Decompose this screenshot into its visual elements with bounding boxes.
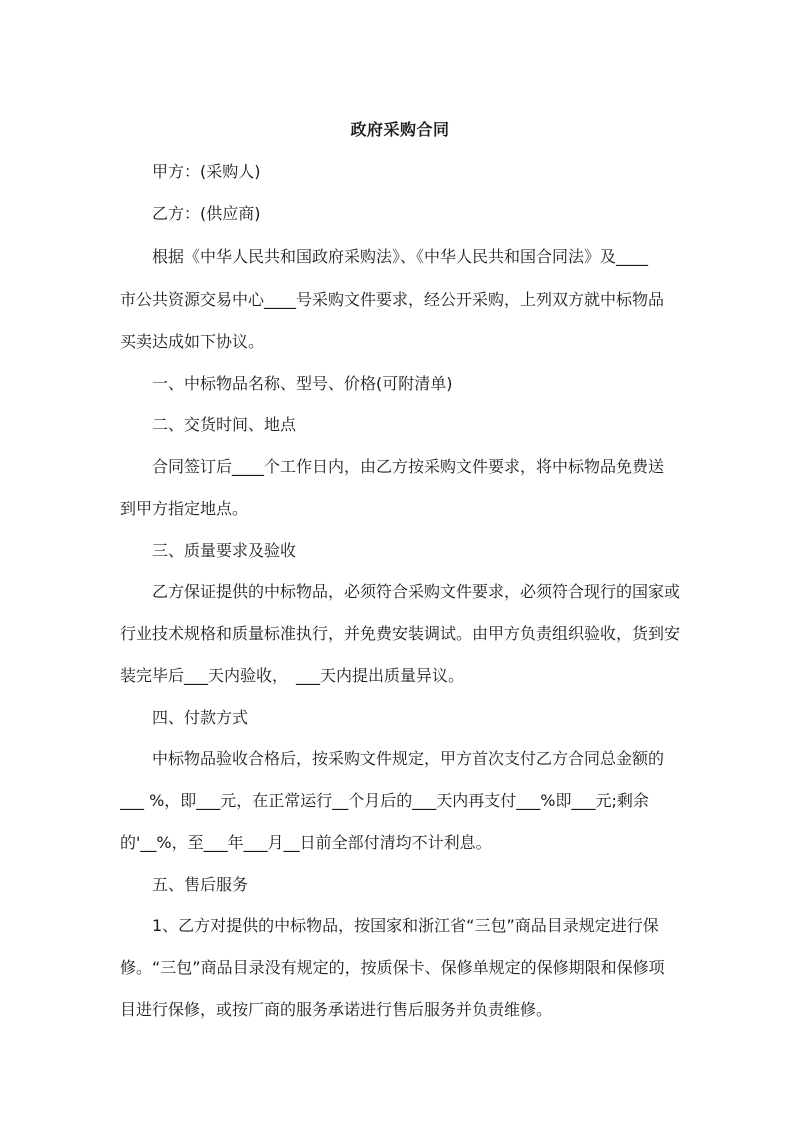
paragraph-line: 根据《中华人民共和国政府采购法》、《中华人民共和国合同法》及____ — [120, 247, 649, 266]
paragraph-line: 目进行保修，或按厂商的服务承诺进行售后服务并负责维修。 — [120, 1000, 553, 1019]
paragraph-line: 买卖达成如下协议。 — [120, 332, 265, 351]
paragraph-line: ___ %，即___元，在正常运行__个月后的___天内再支付___%即___元;剩余 — [120, 791, 649, 810]
paragraph-line: 的'__%，至___年___月__日前全部付清均不计利息。 — [120, 833, 492, 852]
paragraph-line: 合同签订后____个工作日内，由乙方按采购文件要求，将中标物品免费送 — [120, 457, 665, 476]
section-heading: 二、交货时间、地点 — [120, 415, 297, 434]
section-heading: 四、付款方式 — [120, 708, 249, 727]
party-a-line: 甲方：(采购人) — [120, 162, 261, 181]
paragraph-line: 到甲方指定地点。 — [120, 499, 249, 518]
paragraph-line: 1、乙方对提供的中标物品，按国家和浙江省“三包”商品目录规定进行保 — [120, 916, 659, 935]
section-heading: 五、售后服务 — [120, 875, 249, 894]
paragraph-line: 中标物品验收合格后，按采购文件规定，甲方首次支付乙方合同总金额的 — [120, 749, 665, 768]
section-heading: 一、中标物品名称、型号、价格(可附清单) — [120, 374, 453, 393]
paragraph-line: 装完毕后___天内验收， ___天内提出质量异议。 — [120, 666, 465, 685]
paragraph-line: 市公共资源交易中心____号采购文件要求，经公开采购，上列双方就中标物品 — [120, 290, 665, 309]
section-heading: 三、质量要求及验收 — [120, 541, 297, 560]
paragraph-line: 修。“三包”商品目录没有规定的，按质保卡、保修单规定的保修期限和保修项 — [120, 958, 665, 977]
document-title: 政府采购合同 — [350, 120, 450, 139]
party-b-line: 乙方：(供应商) — [120, 204, 261, 223]
paragraph-line: 乙方保证提供的中标物品，必须符合采购文件要求，必须符合现行的国家或 — [120, 582, 681, 601]
paragraph-line: 行业技术规格和质量标准执行，并免费安装调试。由甲方负责组织验收，货到安 — [120, 624, 681, 643]
